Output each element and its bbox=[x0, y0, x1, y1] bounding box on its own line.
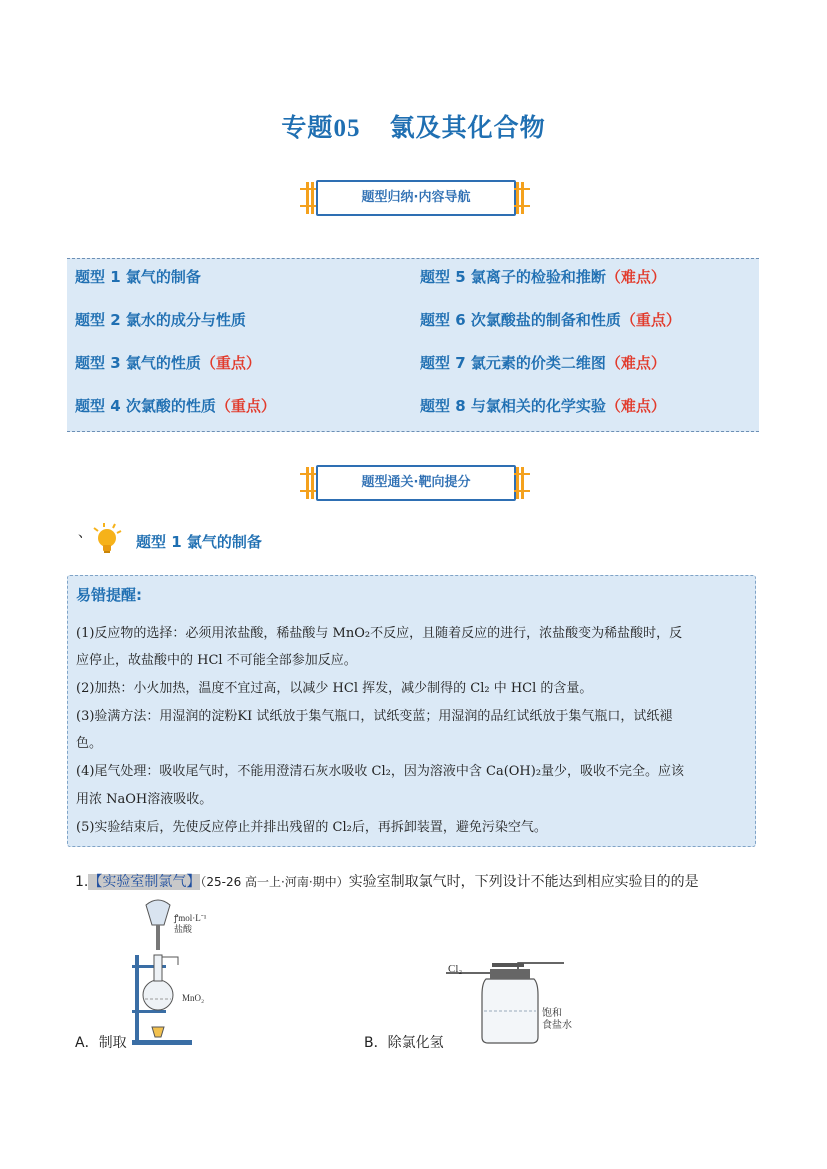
lightbulb-icon bbox=[90, 521, 126, 555]
tips-line: (2)加热：小火加热，温度不宜过高，以减少 HCl 挥发，减少制得的 Cl₂ 中 HCl 的含量。 bbox=[76, 681, 593, 696]
practice-banner bbox=[306, 463, 524, 503]
section-marker: 、 bbox=[78, 525, 92, 541]
option-b[interactable]: B．除氯化氢 bbox=[364, 1035, 444, 1051]
nav-item-2[interactable]: 题型 2 氯水的成分与性质 bbox=[75, 311, 246, 329]
tips-line: (1)反应物的选择：必须用浓盐酸，稀盐酸与 MnO₂不反应，且随着反应的进行，浓盐酸变为稀盐酸时，反 bbox=[76, 626, 683, 641]
error-tips-box bbox=[67, 575, 756, 847]
question-tag: 【实验室制氯气】 bbox=[88, 874, 201, 890]
nav-banner-label: 题型归纳·内容导航 bbox=[316, 180, 516, 216]
option-a[interactable]: A．制取 bbox=[75, 1035, 127, 1051]
section-title: 题型 1 氯气的制备 bbox=[136, 533, 262, 551]
tips-line: 应停止，故盐酸中的 HCl 不可能全部参加反应。 bbox=[76, 653, 357, 668]
page-title: 专题05 氯及其化合物 bbox=[281, 113, 546, 142]
nav-item-6[interactable]: 题型 6 次氯酸盐的制备和性质（重点） bbox=[420, 311, 681, 329]
nav-banner bbox=[306, 178, 524, 218]
tips-line: (4)尾气处理：吸收尾气时，不能用澄清石灰水吸收 Cl₂，因为溶液中含 Ca(OH)₂量少，吸收不完全。应该 bbox=[76, 764, 685, 779]
nav-item-4[interactable]: 题型 4 次氯酸的性质（重点） bbox=[75, 397, 276, 415]
tips-line: 用浓 NaOH溶液吸收。 bbox=[76, 792, 213, 807]
nav-item-5[interactable]: 题型 5 氯离子的检验和推断（难点） bbox=[420, 268, 666, 286]
nav-item-8[interactable]: 题型 8 与氯相关的化学实验（难点） bbox=[420, 397, 666, 415]
content-navigation bbox=[67, 258, 759, 432]
question-1: 1.【实验室制氯气】（25-26 高一上·河南·期中）实验室制取氯气时，下列设计不能达到相应实验目的的是 bbox=[75, 874, 699, 890]
label-concentration: ꝭmol·L⁻¹ bbox=[174, 913, 207, 923]
tips-line: (5)实验结束后，先使反应停止并排出残留的 Cl₂后，再拆卸装置，避免污染空气。 bbox=[76, 820, 547, 835]
label-brine: 食盐水 bbox=[542, 1020, 572, 1031]
tips-title: 易错提醒: bbox=[76, 586, 142, 604]
label-cl2: Cl₂ bbox=[448, 963, 463, 975]
label-mno2: MnO₂ bbox=[182, 993, 205, 1003]
nav-item-7[interactable]: 题型 7 氯元素的价类二维图（难点） bbox=[420, 354, 666, 372]
practice-banner-label: 题型通关·靶向提分 bbox=[316, 465, 516, 501]
label-hydrochloric-acid: 盐酸 bbox=[174, 924, 193, 934]
nav-item-3[interactable]: 题型 3 氯气的性质（重点） bbox=[75, 354, 261, 372]
nav-item-1[interactable]: 题型 1 氯气的制备 bbox=[75, 268, 201, 286]
tips-line: (3)验满方法：用湿润的淀粉KI 试纸放于集气瓶口，试纸变蓝；用湿润的品红试纸放于集气瓶口，试纸褪 bbox=[76, 709, 673, 724]
apparatus-b-diagram bbox=[446, 955, 566, 1045]
tips-line: 色。 bbox=[76, 736, 103, 751]
label-saturated: 饱和 bbox=[542, 1008, 562, 1019]
